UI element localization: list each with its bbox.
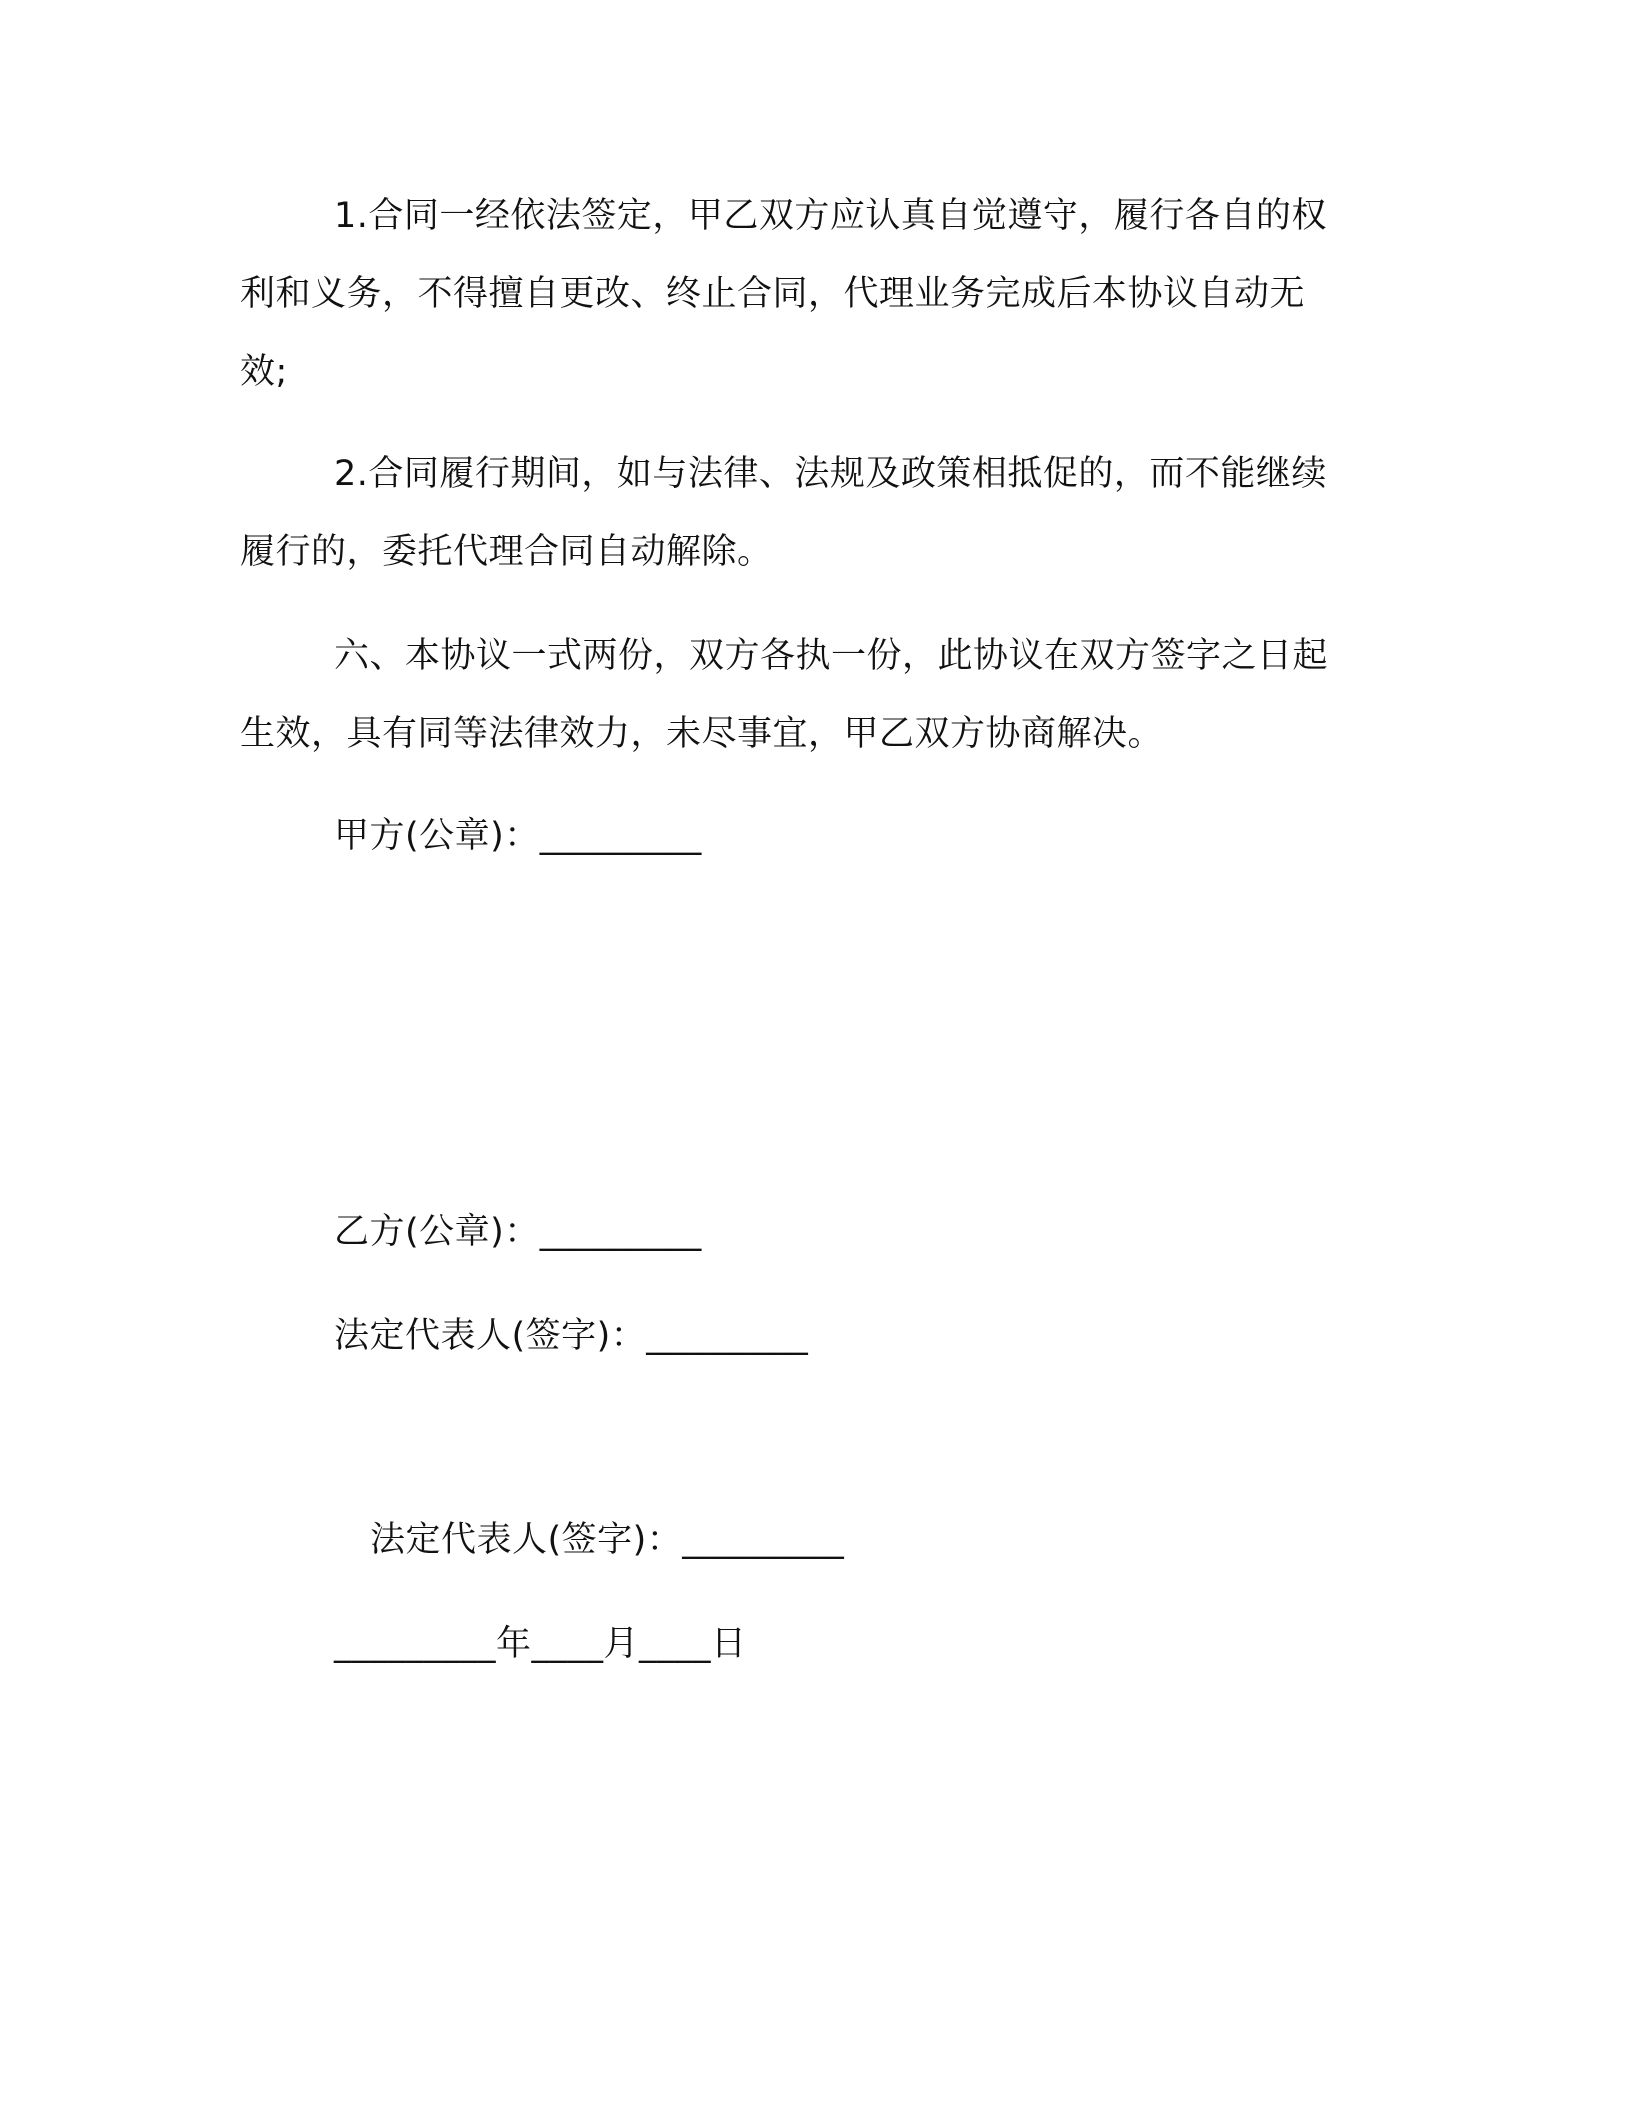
clause-1-line-1: 1.合同一经依法签定，甲乙双方应认真自觉遵守，履行各自的权: [334, 196, 1327, 236]
clause-2-line-1: 2.合同履行期间，如与法律、法规及政策相抵促的，而不能继续: [334, 454, 1327, 494]
clause-6-line-1: 六、本协议一式两份，双方各执一份，此协议在双方签字之日起: [334, 636, 1329, 676]
party-a-seal-line: 甲方(公章)：_________: [334, 816, 702, 856]
legal-representative-signature-line-2: 法定代表人(签字)：_________: [370, 1520, 845, 1560]
party-b-seal-line: 乙方(公章)：_________: [334, 1212, 702, 1252]
date-line: _________年____月____日: [334, 1624, 747, 1664]
clause-6-line-2: 生效，具有同等法律效力，未尽事宜，甲乙双方协商解决。: [240, 714, 1164, 754]
clause-1-line-3: 效;: [240, 352, 288, 392]
legal-representative-signature-line-1: 法定代表人(签字)：_________: [334, 1316, 809, 1356]
clause-2-line-2: 履行的，委托代理合同自动解除。: [240, 532, 773, 572]
clause-1-line-2: 利和义务，不得擅自更改、终止合同，代理业务完成后本协议自动无: [240, 274, 1306, 314]
